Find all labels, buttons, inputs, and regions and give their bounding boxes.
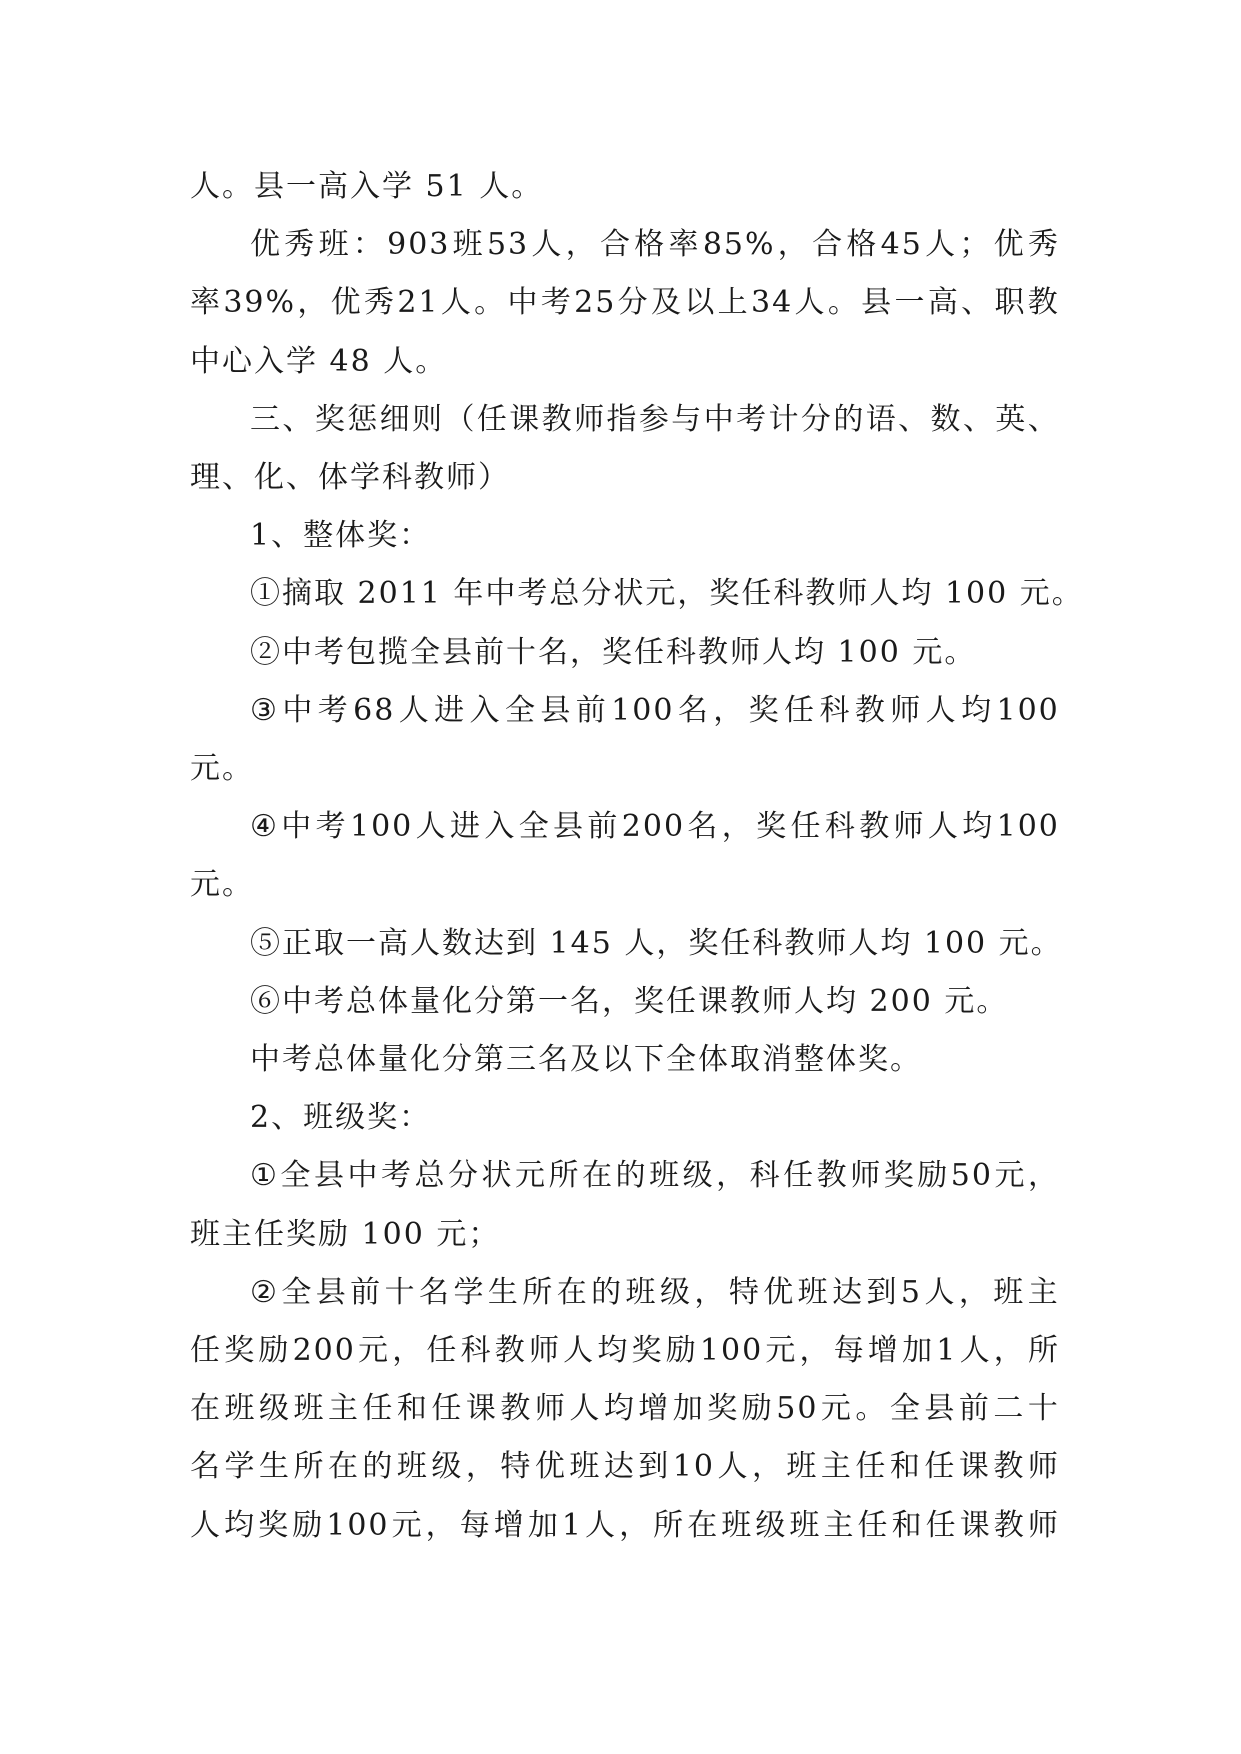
glyph: 奖	[224, 1333, 257, 1369]
glyph: 的	[362, 1449, 395, 1485]
glyph: 班	[786, 1449, 819, 1485]
glyph: 任	[790, 809, 823, 845]
glyph: 和	[396, 1391, 429, 1427]
glyph: 任	[426, 1333, 459, 1369]
glyph: ，	[777, 227, 810, 263]
glyph: 班	[649, 1158, 682, 1194]
text-line	[190, 1322, 1060, 1380]
glyph: 课	[959, 1507, 992, 1543]
glyph: 则	[412, 401, 445, 437]
glyph: 34	[750, 285, 794, 321]
glyph: ，	[565, 227, 598, 263]
glyph: 中	[281, 809, 314, 845]
glyph: 元	[515, 1158, 548, 1194]
glyph: ，	[425, 1507, 458, 1543]
glyph: 考	[736, 401, 769, 437]
glyph: 师	[574, 401, 607, 437]
glyph: 。	[827, 285, 860, 321]
glyph: 及	[651, 285, 683, 321]
glyph: 职	[994, 285, 1027, 321]
glyph: 人	[925, 692, 958, 728]
glyph: 班	[625, 1274, 658, 1310]
glyph: 人	[415, 809, 448, 845]
glyph: 班	[452, 227, 485, 263]
glyph: 中	[347, 1158, 380, 1194]
glyph: 全	[504, 692, 537, 728]
glyph: 所	[548, 1158, 581, 1194]
glyph: 奖	[883, 1158, 916, 1194]
glyph: 、	[1027, 401, 1060, 437]
glyph: 每	[833, 1333, 866, 1369]
glyph: 励	[741, 1391, 774, 1427]
glyph: 奖	[258, 1507, 291, 1543]
glyph: 班	[789, 1507, 822, 1543]
glyph: 元	[820, 1391, 853, 1427]
glyph: 格	[846, 227, 879, 263]
glyph: 入	[469, 692, 502, 728]
glyph: 名	[190, 1449, 222, 1485]
glyph: 85%	[702, 227, 776, 263]
glyph: 生	[487, 1274, 520, 1310]
glyph: 39%	[223, 285, 297, 321]
glyph: ，	[1027, 1158, 1060, 1194]
glyph: ，	[297, 285, 330, 321]
glyph: 100	[699, 1333, 764, 1369]
glyph: 人	[925, 227, 958, 263]
glyph: 率	[190, 285, 222, 321]
glyph: 名	[687, 809, 720, 845]
text-line: ②中考包揽全县前十名，奖任科教师人均 100 元。	[250, 634, 977, 670]
glyph: 任	[783, 1158, 816, 1194]
glyph: 奖	[707, 1391, 740, 1427]
glyph: 全	[889, 1391, 922, 1427]
glyph: 奖	[756, 809, 789, 845]
glyph: 前	[587, 809, 620, 845]
glyph: 200	[621, 809, 686, 845]
glyph: 名	[419, 1274, 452, 1310]
glyph: 班	[797, 1274, 830, 1310]
glyph: 班	[318, 227, 351, 263]
glyph: 增	[638, 1391, 671, 1427]
glyph: 、	[282, 401, 315, 437]
text-line	[190, 1497, 1060, 1555]
glyph: 师	[890, 692, 923, 728]
glyph: 200	[292, 1333, 356, 1369]
glyph: 均	[224, 1507, 257, 1543]
glyph: 优	[993, 227, 1026, 263]
glyph: 主	[823, 1507, 856, 1543]
glyph: 加	[527, 1507, 560, 1543]
glyph: 优	[250, 227, 282, 263]
glyph: 人	[924, 1274, 957, 1310]
paragraph	[190, 1089, 1060, 1147]
text-line	[190, 798, 1060, 856]
glyph: 主	[820, 1449, 853, 1485]
glyph: 课	[958, 1449, 991, 1485]
glyph: 100	[996, 809, 1060, 845]
glyph: 名	[677, 692, 710, 728]
glyph: 师	[1027, 1449, 1060, 1485]
text-line	[190, 1264, 1060, 1322]
glyph: 合	[812, 227, 845, 263]
glyph: 二	[993, 1391, 1026, 1427]
paragraph	[190, 798, 1060, 914]
paragraph	[190, 216, 1060, 391]
glyph: 参	[638, 401, 671, 437]
glyph: 进	[434, 692, 467, 728]
glyph: 县	[315, 1274, 348, 1310]
glyph: ，	[721, 809, 754, 845]
glyph: 人	[531, 227, 564, 263]
glyph: 县	[540, 692, 573, 728]
glyph: 前	[958, 1391, 991, 1427]
glyph: 一	[894, 285, 927, 321]
glyph: 师	[850, 1158, 883, 1194]
glyph: 教	[541, 401, 574, 437]
glyph: 教	[816, 1158, 849, 1194]
glyph: 计	[768, 401, 801, 437]
glyph: 教	[859, 809, 892, 845]
glyph: 所	[522, 1274, 555, 1310]
glyph: 主	[327, 1391, 360, 1427]
glyph: ，	[716, 1158, 749, 1194]
glyph: 在	[582, 1158, 615, 1194]
text-line	[190, 1438, 1060, 1496]
glyph: 进	[449, 809, 482, 845]
glyph: 人	[190, 1507, 222, 1543]
text-line: 元。	[190, 751, 254, 787]
glyph: 分	[800, 401, 833, 437]
glyph: ，	[619, 1507, 652, 1543]
glyph: 45	[880, 227, 923, 263]
glyph: 县	[924, 1391, 957, 1427]
glyph: ，	[465, 1449, 498, 1485]
glyph: 均	[597, 1333, 630, 1369]
glyph: 100	[326, 1507, 390, 1543]
paragraph	[190, 158, 1060, 216]
paragraph	[190, 391, 1060, 507]
glyph: 均	[962, 809, 995, 845]
glyph: 师	[528, 1333, 561, 1369]
glyph: 到	[866, 1274, 899, 1310]
paragraph	[190, 507, 1060, 565]
glyph: 50	[776, 1391, 819, 1427]
glyph: 励	[665, 1333, 698, 1369]
glyph: 在	[190, 1391, 222, 1427]
paragraph	[190, 565, 1084, 623]
glyph: 的	[591, 1274, 624, 1310]
glyph: 考	[380, 1158, 413, 1194]
glyph: 级	[682, 1158, 715, 1194]
glyph: 任	[362, 1391, 395, 1427]
text-line: ⑤正取一高人数达到 145 人，奖任科教师人均 100 元。	[250, 925, 1063, 961]
glyph: 元	[765, 1333, 798, 1369]
paragraph	[190, 624, 1060, 682]
glyph: ，	[392, 1333, 425, 1369]
glyph: 人	[959, 1333, 992, 1369]
glyph: 任	[857, 1507, 890, 1543]
glyph: 考	[315, 809, 348, 845]
paragraph	[190, 1147, 1060, 1263]
glyph: ②	[250, 1274, 279, 1310]
glyph: ：	[352, 227, 385, 263]
document-body	[190, 158, 1084, 1555]
glyph: 励	[917, 1158, 950, 1194]
glyph: 增	[493, 1507, 526, 1543]
glyph: 前	[575, 692, 608, 728]
glyph: 师	[1027, 1507, 1060, 1543]
glyph: 人	[563, 1333, 596, 1369]
glyph: 秀	[1027, 227, 1060, 263]
glyph: 班	[224, 1391, 257, 1427]
glyph: 人	[927, 809, 960, 845]
glyph: 元	[358, 1333, 391, 1369]
glyph: 教	[1027, 285, 1060, 321]
glyph: 达	[603, 1449, 636, 1485]
glyph: （	[444, 401, 477, 437]
glyph: ，	[751, 1449, 784, 1485]
glyph: 级	[431, 1449, 464, 1485]
paragraph	[190, 1264, 1060, 1555]
glyph: 中	[282, 692, 315, 728]
glyph: 25	[574, 285, 617, 321]
glyph: 以	[684, 285, 717, 321]
glyph: ③	[250, 692, 279, 728]
text-line: 中心入学 48 人。	[190, 343, 448, 379]
glyph: 中	[507, 285, 540, 321]
glyph: 到	[638, 1449, 671, 1485]
glyph: ，	[694, 1274, 727, 1310]
glyph: 教	[494, 1333, 527, 1369]
glyph: ，	[993, 1333, 1026, 1369]
glyph: 所	[1027, 1333, 1060, 1369]
text-line	[190, 274, 1060, 332]
glyph: 秀	[284, 227, 317, 263]
glyph: 1	[561, 1507, 583, 1543]
glyph: 科	[819, 692, 852, 728]
glyph: 的	[833, 401, 866, 437]
text-line: ⑥中考总体量化分第一名，奖任课教师人均 200 元。	[250, 983, 1009, 1019]
glyph: 、	[898, 401, 931, 437]
glyph: 教	[500, 1391, 533, 1427]
glyph: 人	[398, 692, 431, 728]
glyph: 中	[703, 401, 736, 437]
glyph: 加	[902, 1333, 935, 1369]
glyph: 优	[330, 285, 363, 321]
glyph: 人	[717, 1449, 750, 1485]
glyph: 每	[459, 1507, 492, 1543]
glyph: 入	[484, 809, 517, 845]
glyph: 任	[924, 1449, 957, 1485]
glyph: 教	[993, 1507, 1026, 1543]
glyph: 课	[509, 401, 542, 437]
glyph: 任	[925, 1507, 958, 1543]
glyph: 任	[784, 692, 817, 728]
glyph: 语	[865, 401, 898, 437]
text-line: 元。	[190, 867, 254, 903]
glyph: 人	[794, 285, 827, 321]
paragraph	[190, 682, 1060, 798]
paragraph	[190, 915, 1063, 973]
glyph: 考	[317, 692, 350, 728]
paragraph	[190, 1031, 1060, 1089]
glyph: 增	[867, 1333, 900, 1369]
glyph: 三	[250, 401, 282, 437]
glyph: 任	[190, 1333, 222, 1369]
glyph: 和	[889, 1449, 922, 1485]
glyph: 所	[653, 1507, 686, 1543]
glyph: 率	[668, 227, 701, 263]
text-line: 理、化、体学科教师）	[190, 460, 510, 496]
glyph: 总	[414, 1158, 447, 1194]
glyph: 和	[891, 1507, 924, 1543]
glyph: 教	[854, 692, 887, 728]
glyph: 全	[281, 1274, 314, 1310]
glyph: 68	[353, 692, 396, 728]
glyph: 加	[672, 1391, 705, 1427]
glyph: 5	[900, 1274, 923, 1310]
glyph: 21	[397, 285, 440, 321]
glyph: 奖	[631, 1333, 664, 1369]
glyph: 级	[659, 1274, 692, 1310]
glyph: 人	[569, 1391, 602, 1427]
glyph: 、	[961, 285, 994, 321]
text-line	[190, 682, 1060, 740]
text-line	[190, 1147, 1060, 1205]
glyph: 在	[556, 1274, 589, 1310]
glyph: 特	[500, 1449, 533, 1485]
glyph: 优	[763, 1274, 796, 1310]
text-line	[190, 1380, 1060, 1438]
glyph: 、	[962, 401, 995, 437]
glyph: 学	[453, 1274, 486, 1310]
glyph: 秀	[364, 285, 396, 321]
text-line	[190, 216, 1060, 274]
glyph: 考	[540, 285, 573, 321]
glyph: ；	[959, 227, 992, 263]
glyph: 达	[832, 1274, 865, 1310]
glyph: 师	[893, 809, 926, 845]
glyph: 高	[927, 285, 960, 321]
glyph: 科	[460, 1333, 493, 1369]
glyph: 的	[615, 1158, 648, 1194]
glyph: 100	[611, 692, 675, 728]
glyph: 任	[855, 1449, 888, 1485]
glyph: 级	[258, 1391, 291, 1427]
glyph: 英	[995, 401, 1028, 437]
glyph: 奖	[748, 692, 781, 728]
glyph: 科	[824, 809, 857, 845]
glyph: 分	[448, 1158, 480, 1194]
glyph: 班	[993, 1274, 1026, 1310]
glyph: 师	[534, 1391, 567, 1427]
glyph: 人	[585, 1507, 618, 1543]
glyph: 县	[553, 809, 586, 845]
glyph: 所	[293, 1449, 326, 1485]
glyph: 全	[518, 809, 551, 845]
glyph: 任	[431, 1391, 464, 1427]
glyph: 合	[599, 227, 632, 263]
glyph: ④	[250, 809, 279, 845]
glyph: 100	[996, 692, 1060, 728]
text-line	[190, 391, 1060, 449]
glyph: 全	[280, 1158, 313, 1194]
glyph: 格	[634, 227, 667, 263]
glyph: 10	[672, 1449, 715, 1485]
text-line: ①摘取 2011 年中考总分状元，奖任科教师人均 100 元。	[250, 576, 1084, 612]
text-line: 2、班级奖：	[250, 1100, 432, 1136]
glyph: 与	[671, 401, 704, 437]
glyph: ，	[958, 1274, 991, 1310]
text-line: 人。县一高入学 51 人。	[190, 169, 544, 204]
glyph: 。	[474, 285, 507, 321]
glyph: 主	[1027, 1274, 1060, 1310]
glyph: 生	[258, 1449, 291, 1485]
glyph: 十	[1027, 1391, 1060, 1427]
glyph: 在	[327, 1449, 360, 1485]
glyph: 惩	[347, 401, 380, 437]
glyph: 1	[936, 1333, 958, 1369]
glyph: 科	[749, 1158, 782, 1194]
glyph: 分	[617, 285, 650, 321]
glyph: ①	[250, 1158, 279, 1194]
text-line: 中考总体量化分第三名及以下全体取消整体奖。	[250, 1042, 922, 1078]
text-line: 班主任奖励 100 元；	[190, 1216, 501, 1252]
glyph: 100	[349, 809, 414, 845]
glyph: ，	[799, 1333, 832, 1369]
glyph: 学	[224, 1449, 257, 1485]
glyph: 县	[313, 1158, 346, 1194]
glyph: 53	[486, 227, 530, 263]
glyph: ，	[713, 692, 746, 728]
glyph: 课	[465, 1391, 498, 1427]
glyph: 903	[387, 227, 451, 263]
glyph: 50	[950, 1158, 993, 1194]
glyph: 特	[728, 1274, 761, 1310]
glyph: 。	[855, 1391, 888, 1427]
glyph: 励	[258, 1333, 291, 1369]
glyph: 状	[481, 1158, 514, 1194]
glyph: 十	[384, 1274, 417, 1310]
glyph: 班	[396, 1449, 429, 1485]
glyph: 均	[603, 1391, 636, 1427]
glyph: 均	[961, 692, 994, 728]
glyph: 奖	[314, 401, 347, 437]
glyph: 班	[293, 1391, 326, 1427]
glyph: 上	[717, 285, 750, 321]
text-line: 1、整体奖：	[250, 518, 432, 554]
glyph: 优	[534, 1449, 567, 1485]
glyph: 任	[476, 401, 509, 437]
glyph: 元	[994, 1158, 1027, 1194]
glyph: 细	[379, 401, 412, 437]
glyph: 励	[292, 1507, 325, 1543]
glyph: 在	[687, 1507, 720, 1543]
glyph: 班	[721, 1507, 754, 1543]
glyph: 县	[861, 285, 894, 321]
glyph: 教	[993, 1449, 1026, 1485]
glyph: 前	[350, 1274, 383, 1310]
paragraph	[190, 973, 1060, 1031]
glyph: 级	[755, 1507, 788, 1543]
glyph: 元	[391, 1507, 424, 1543]
glyph: 人	[440, 285, 473, 321]
glyph: 班	[569, 1449, 602, 1485]
glyph: 指	[606, 401, 639, 437]
glyph: 数	[930, 401, 963, 437]
